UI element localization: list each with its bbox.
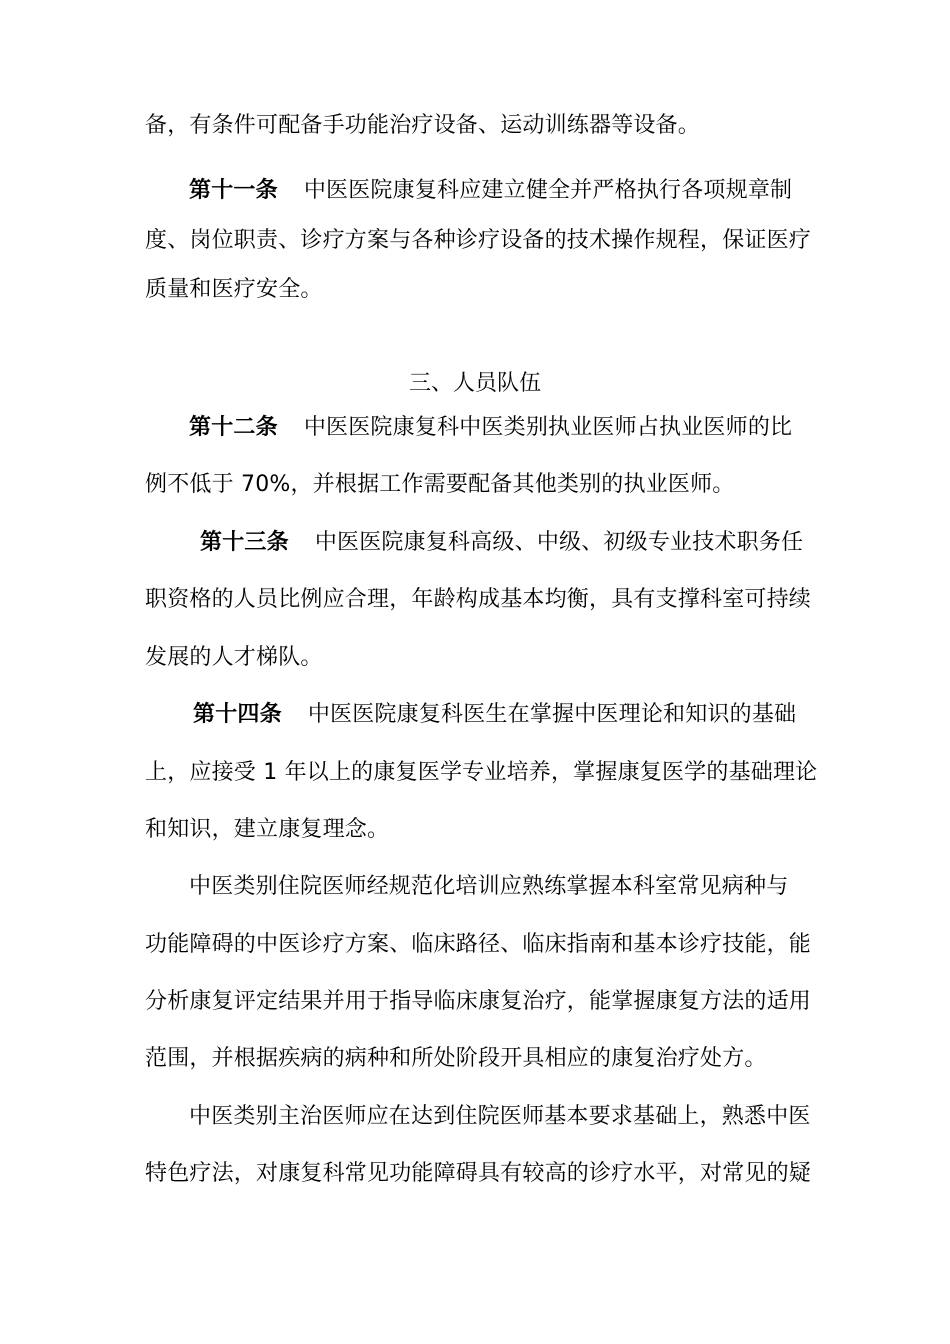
article-12-text-1: 中医医院康复科中医类别执业医师占执业医师的比 — [303, 415, 793, 440]
article-11-text-1: 中医医院康复科应建立健全并严格执行各项规章制 — [303, 178, 793, 203]
article-14-text-1: 中医医院康复科医生在掌握中医理论和知识的基础 — [307, 702, 797, 727]
article-11-line-1 — [189, 176, 854, 206]
resident-para-line-2: 功能障碍的中医诊疗方案、临床路径、临床指南和基本诊疗技能，能 — [145, 932, 812, 957]
article-12-line-1 — [189, 413, 854, 443]
article-13-text-1: 中医医院康复科高级、中级、初级专业技术职务任 — [314, 530, 804, 555]
article-13-line-3: 发展的人才梯队。 — [145, 645, 323, 670]
attending-para-line-1: 中医类别主治医师应在达到住院医师基本要求基础上，熟悉中医 — [189, 1104, 811, 1129]
article-13-label: 第十三条 — [200, 530, 289, 555]
article-12-line-2: 例不低于 70%，并根据工作需要配备其他类别的执业医师。 — [145, 472, 735, 497]
article-12-label: 第十二条 — [189, 415, 278, 440]
resident-para-line-4: 范围，并根据疾病的病种和所处阶段开具相应的康复治疗处方。 — [145, 1046, 767, 1071]
resident-para-line-1: 中医类别住院医师经规范化培训应熟练掌握本科室常见病种与 — [189, 874, 789, 899]
article-14-label: 第十四条 — [193, 702, 282, 727]
article-13-line-1 — [200, 528, 865, 558]
article-11-line-2: 度、岗位职责、诊疗方案与各种诊疗设备的技术操作规程，保证医疗 — [145, 228, 812, 253]
article-13-line-2: 职资格的人员比例应合理，年龄构成基本均衡，具有支撑科室可持续 — [145, 587, 812, 612]
continuation-line: 备，有条件可配备手功能治疗设备、运动训练器等设备。 — [145, 113, 701, 138]
article-14-line-1 — [193, 700, 858, 730]
article-11-line-3: 质量和医疗安全。 — [145, 277, 323, 302]
article-14-line-2: 上，应接受 1 年以上的康复医学专业培养，掌握康复医学的基础理论 — [145, 760, 818, 785]
article-11-label: 第十一条 — [189, 178, 278, 203]
resident-para-line-3: 分析康复评定结果并用于指导临床康复治疗，能掌握康复方法的适用 — [145, 989, 812, 1014]
attending-para-line-2: 特色疗法，对康复科常见功能障碍具有较高的诊疗水平，对常见的疑 — [145, 1161, 812, 1186]
article-14-line-3: 和知识，建立康复理念。 — [145, 817, 390, 842]
section-heading: 三、人员队伍 — [408, 371, 541, 396]
